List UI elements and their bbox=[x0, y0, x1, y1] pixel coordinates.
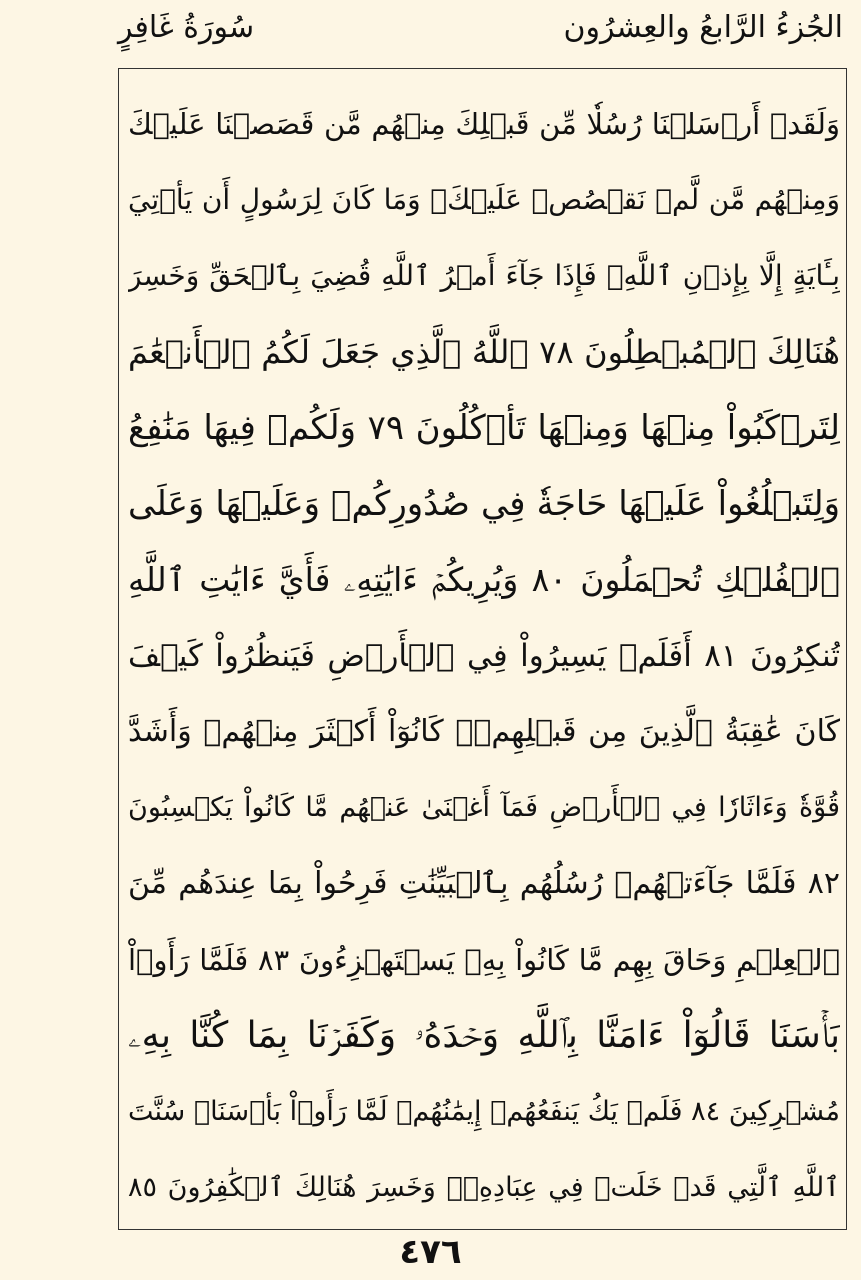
text-line: ٨٢ فَلَمَّا جَآءَتۡهُمۡ رُسُلُهُم بِٱلۡبَيِّنَٰتِ فَرِحُواْ بِمَا عِندَهُم مِّنَ bbox=[128, 866, 840, 901]
quran-text-block bbox=[128, 88, 840, 1224]
text-line: بَأۡسَنَا قَالُوٓاْ ءَامَنَّا بِٱللَّهِ وَحۡدَهُۥ وَكَفَرۡنَا بِمَا كُنَّا بِهِۦ bbox=[128, 1015, 840, 1056]
page-header bbox=[0, 0, 861, 70]
text-line: لِتَرۡكَبُواْ مِنۡهَا وَمِنۡهَا تَأۡكُلُونَ ٧٩ وَلَكُمۡ فِيهَا مَنَٰفِعُ bbox=[128, 408, 840, 448]
text-line: تُنكِرُونَ ٨١ أَفَلَمۡ يَسِيرُواْ فِي ٱلۡأَرۡضِ فَيَنظُرُواْ كَيۡفَ bbox=[128, 638, 840, 674]
text-line: ٱللَّهِ ٱلَّتِي قَدۡ خَلَتۡ فِي عِبَادِهِۦۖ وَخَسِرَ هُنَالِكَ ٱلۡكَٰفِرُونَ ٨٥ bbox=[128, 1172, 840, 1203]
page-number: ٤٧٦ bbox=[399, 1232, 462, 1272]
text-line: قُوَّةٗ وَءَاثَارٗا فِي ٱلۡأَرۡضِ فَمَآ أَغۡنَىٰ عَنۡهُم مَّا كَانُواْ يَكۡسِبُونَ bbox=[128, 792, 840, 823]
text-line: هُنَالِكَ ٱلۡمُبۡطِلُونَ ٧٨ ٱللَّهُ ٱلَّذِي جَعَلَ لَكُمُ ٱلۡأَنۡعَٰمَ bbox=[128, 333, 840, 371]
text-line: وَلَقَدۡ أَرۡسَلۡنَا رُسُلٗا مِّن قَبۡلِكَ مِنۡهُم مَّن قَصَصۡنَا عَلَيۡكَ bbox=[128, 107, 840, 141]
text-line: مُشۡرِكِينَ ٨٤ فَلَمۡ يَكُ يَنفَعُهُمۡ إِيمَٰنُهُمۡ لَمَّا رَأَوۡاْ بَأۡسَنَاۖ سُنَّتَ bbox=[128, 1096, 840, 1127]
surah-title: سُورَةُ غَافِرٍ bbox=[118, 10, 255, 45]
text-line: ٱلۡفُلۡكِ تُحۡمَلُونَ ٨٠ وَيُرِيكُمۡ ءَايَٰتِهِۦ فَأَيَّ ءَايَٰتِ ٱللَّهِ bbox=[128, 560, 840, 599]
text-line: كَانَ عَٰقِبَةُ ٱلَّذِينَ مِن قَبۡلِهِمۡۚ كَانُوٓاْ أَكۡثَرَ مِنۡهُمۡ وَأَشَدَّ bbox=[128, 714, 840, 749]
text-line: وَلِتَبۡلُغُواْ عَلَيۡهَا حَاجَةٗ فِي صُدُورِكُمۡ وَعَلَيۡهَا وَعَلَى bbox=[128, 484, 840, 524]
text-line: وَمِنۡهُم مَّن لَّمۡ نَقۡصُصۡ عَلَيۡكَۗ وَمَا كَانَ لِرَسُولٍ أَن يَأۡتِيَ bbox=[128, 183, 840, 216]
text-line: بِـَٔايَةٍ إِلَّا بِإِذۡنِ ٱللَّهِۚ فَإِذَا جَآءَ أَمۡرُ ٱللَّهِ قُضِيَ بِٱلۡحَقِّ وَخَسِرَ bbox=[128, 259, 840, 292]
text-line: ٱلۡعِلۡمِ وَحَاقَ بِهِم مَّا كَانُواْ بِهِۦ يَسۡتَهۡزِءُونَ ٨٣ فَلَمَّا رَأَوۡاْ bbox=[128, 943, 840, 977]
juz-title: الجُزءُ الرَّابعُ والعِشرُون bbox=[563, 10, 843, 45]
